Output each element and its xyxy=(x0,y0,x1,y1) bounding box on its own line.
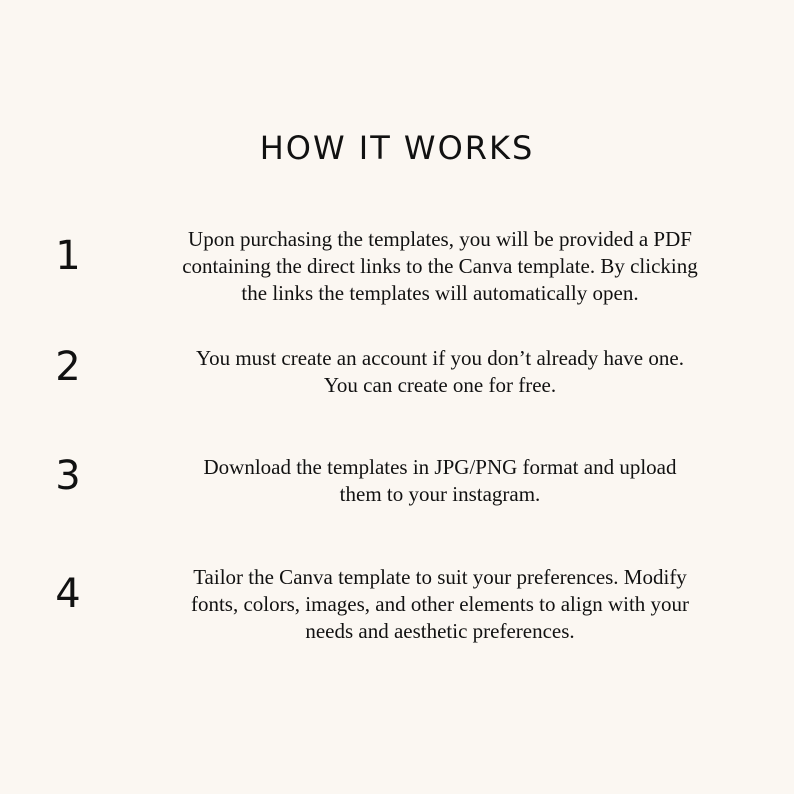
step-text-3 xyxy=(130,454,750,508)
step-1-line-1: Upon purchasing the templates, you will be provided a PDF xyxy=(188,227,692,251)
step-3-line-1: Download the templates in JPG/PNG format and upload xyxy=(203,455,677,479)
step-4-line-3: needs and aesthetic preferences. xyxy=(305,619,575,643)
step-3-line-2: them to your instagram. xyxy=(339,482,541,506)
step-number-2: 2 xyxy=(55,344,81,390)
step-2-line-1: You must create an account if you don’t already have one. xyxy=(196,346,684,370)
step-4-line-2: fonts, colors, images, and other elements to align with your xyxy=(190,592,690,616)
step-number-4: 4 xyxy=(55,571,81,617)
step-1-line-3: the links the templates will automatically open. xyxy=(241,281,639,305)
step-number-3: 3 xyxy=(55,453,81,499)
step-text-4 xyxy=(130,564,750,645)
step-4-line-1: Tailor the Canva template to suit your preferences. Modify xyxy=(193,565,687,589)
step-number-1: 1 xyxy=(55,233,81,279)
step-text-2 xyxy=(130,345,750,399)
page-title: HOW IT WORKS xyxy=(259,129,535,167)
step-2-line-2: You can create one for free. xyxy=(323,373,557,397)
step-1-line-2: containing the direct links to the Canva template. By clicking xyxy=(182,254,698,278)
step-text-1 xyxy=(130,226,750,307)
